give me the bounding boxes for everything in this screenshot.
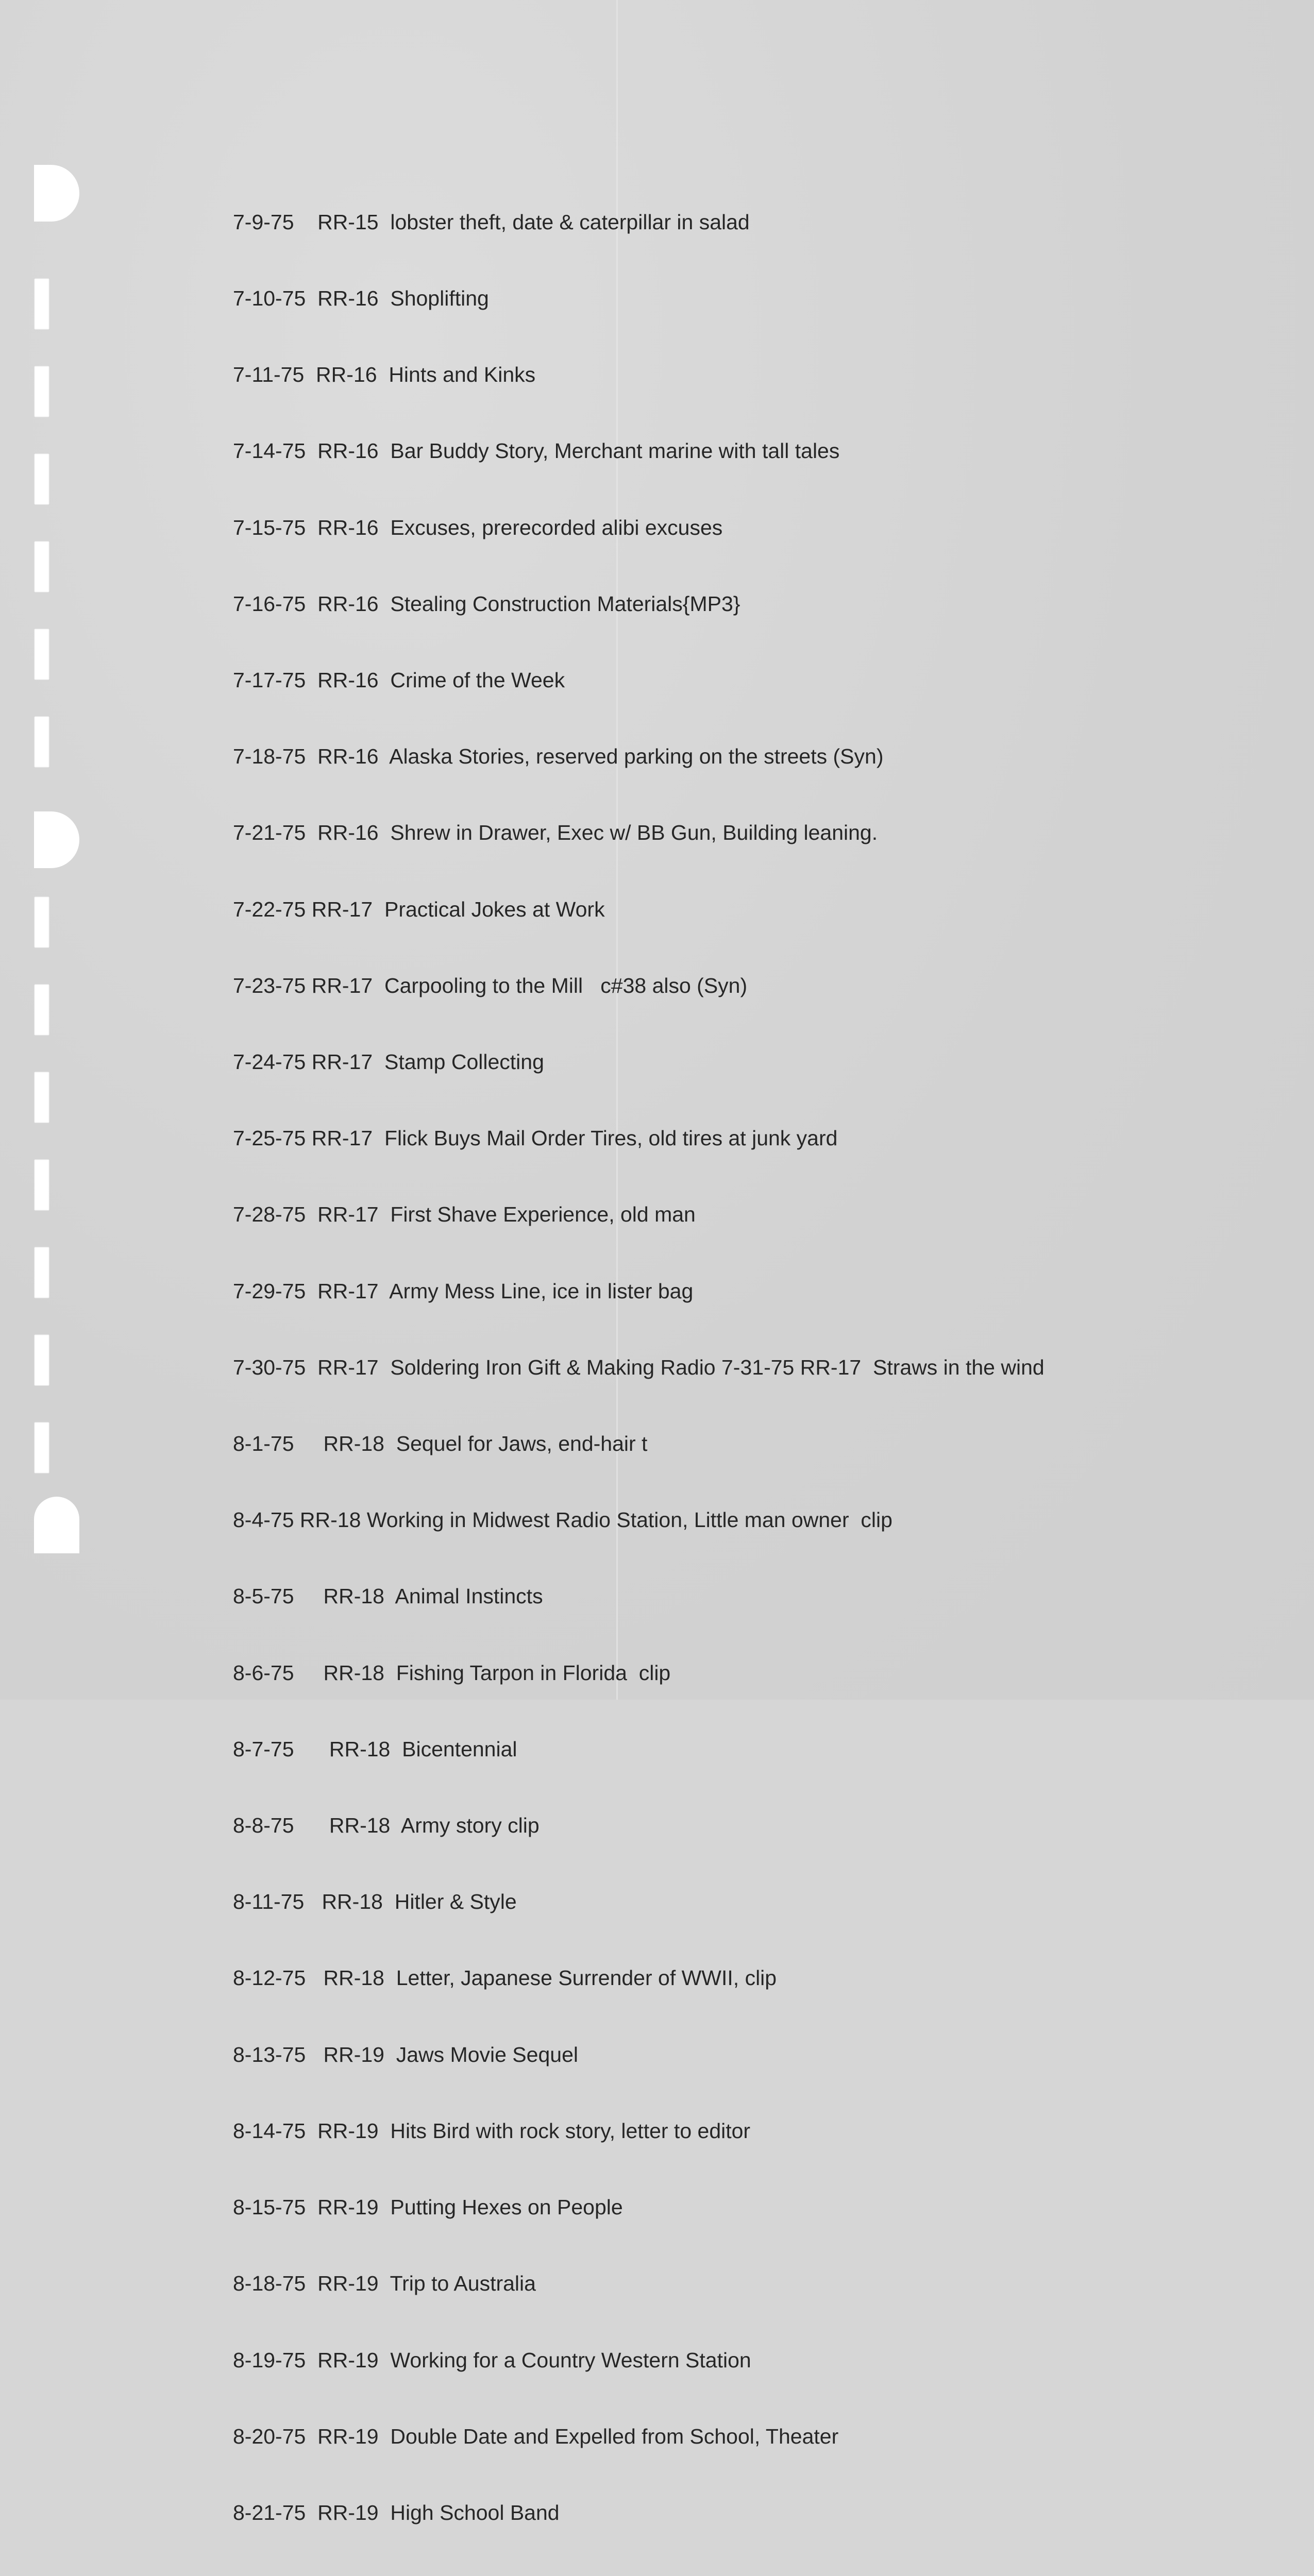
list-item: 8-1-75 RR-18 Sequel for Jaws, end-hair t bbox=[233, 1432, 648, 1456]
list-item: 8-8-75 RR-18 Army story clip bbox=[233, 1814, 540, 1838]
list-item: 7-28-75 RR-17 First Shave Experience, old man bbox=[233, 1202, 696, 1227]
list-item: 7-10-75 RR-16 Shoplifting bbox=[233, 286, 489, 311]
list-item: 8-4-75 RR-18 Working in Midwest Radio Station, Little man owner clip bbox=[233, 1508, 892, 1532]
binder-hole bbox=[34, 1422, 49, 1473]
list-item: 7-25-75 RR-17 Flick Buys Mail Order Tires, old tires at junk yard bbox=[233, 1126, 838, 1150]
list-item: 7-11-75 RR-16 Hints and Kinks bbox=[233, 363, 536, 387]
list-item: 7-23-75 RR-17 Carpooling to the Mill c#38 also (Syn) bbox=[233, 973, 748, 997]
list-item: 8-19-75 RR-19 Working for a Country Western Station bbox=[233, 2348, 751, 2372]
binder-hole bbox=[34, 366, 49, 417]
list-item: 8-20-75 RR-19 Double Date and Expelled from School, Theater bbox=[233, 2424, 839, 2448]
list-item: 8-12-75 RR-18 Letter, Japanese Surrender of WWII, clip bbox=[233, 1966, 777, 1990]
list-item: 7-24-75 RR-17 Stamp Collecting bbox=[233, 1050, 544, 1074]
binder-hole bbox=[34, 453, 49, 505]
list-item: 8-14-75 RR-19 Hits Bird with rock story, letter to editor bbox=[233, 2119, 751, 2143]
binder-hole bbox=[34, 1247, 49, 1298]
binder-hole bbox=[34, 716, 49, 768]
binder-hole bbox=[34, 896, 49, 948]
list-item: 8-5-75 RR-18 Animal Instincts bbox=[233, 1584, 543, 1608]
episode-list bbox=[233, 159, 1264, 2576]
binder-hole bbox=[34, 1072, 49, 1123]
list-item: 8-13-75 RR-19 Jaws Movie Sequel bbox=[233, 2042, 578, 2066]
list-item: 8-21-75 RR-19 High School Band bbox=[233, 2500, 560, 2524]
list-item: 7-22-75 RR-17 Practical Jokes at Work bbox=[233, 897, 605, 921]
binder-hole-bottom bbox=[34, 1497, 79, 1553]
list-item: 8-11-75 RR-18 Hitler & Style bbox=[233, 1890, 517, 1914]
list-item: 7-17-75 RR-16 Crime of the Week bbox=[233, 668, 565, 692]
binder-hole bbox=[34, 984, 49, 1036]
binder-hole bbox=[34, 541, 49, 592]
binder-hole bbox=[34, 278, 49, 330]
binder-hole-top bbox=[34, 165, 79, 222]
list-item: 8-18-75 RR-19 Trip to Australia bbox=[233, 2272, 536, 2296]
binder-hole-middle bbox=[34, 811, 79, 868]
list-item: 7-16-75 RR-16 Stealing Construction Materials{MP3} bbox=[233, 591, 740, 616]
binder-holes bbox=[0, 0, 88, 1700]
list-item: 7-14-75 RR-16 Bar Buddy Story, Merchant marine with tall tales bbox=[233, 439, 840, 463]
list-item: 7-18-75 RR-16 Alaska Stories, reserved parking on the streets (Syn) bbox=[233, 744, 884, 769]
list-item: 8-15-75 RR-19 Putting Hexes on People bbox=[233, 2195, 623, 2219]
list-item: 7-21-75 RR-16 Shrew in Drawer, Exec w/ BB Gun, Building leaning. bbox=[233, 821, 878, 845]
list-item: 7-15-75 RR-16 Excuses, prerecorded alibi excuses bbox=[233, 515, 723, 539]
binder-hole bbox=[34, 629, 49, 680]
list-item: 7-30-75 RR-17 Soldering Iron Gift & Making Radio 7-31-75 RR-17 Straws in the wind bbox=[233, 1355, 1045, 1379]
binder-hole bbox=[34, 1334, 49, 1386]
binder-hole bbox=[34, 1159, 49, 1211]
list-item: 7-29-75 RR-17 Army Mess Line, ice in lister bag bbox=[233, 1279, 694, 1303]
list-item: 8-7-75 RR-18 Bicentennial bbox=[233, 1737, 517, 1761]
list-item: 8-6-75 RR-18 Fishing Tarpon in Florida clip bbox=[233, 1660, 671, 1685]
list-item: 7-9-75 RR-15 lobster theft, date & caterpillar in salad bbox=[233, 210, 750, 234]
